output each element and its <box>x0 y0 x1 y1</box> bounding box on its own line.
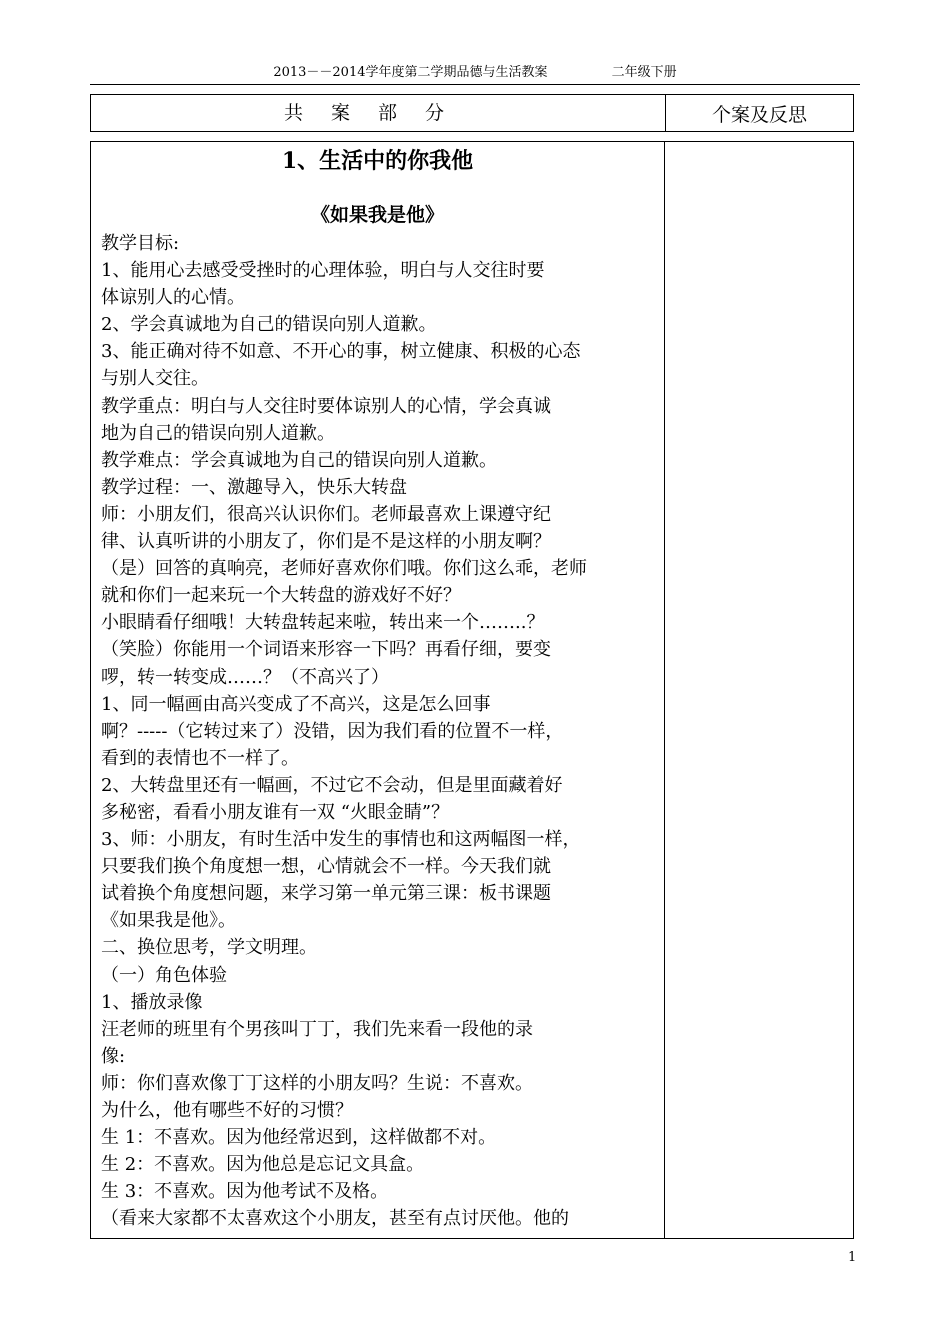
lesson-line: 2、大转盘里还有一幅画，不过它不会动，但是里面藏着好 <box>101 774 563 796</box>
lesson-line: 1、同一幅画由高兴变成了不高兴，这是怎么回事 <box>101 693 491 715</box>
lesson-line: 试着换个角度想问题，来学习第一单元第三课：板书课题 <box>101 883 551 905</box>
lesson-line: 生 1：不喜欢。因为他经常迟到，这样做都不对。 <box>101 1127 497 1149</box>
lesson-line: 看到的表情也不一样了。 <box>101 747 299 769</box>
table-header-row <box>90 94 854 132</box>
lesson-line: 地为自己的错误向别人道歉。 <box>101 422 335 444</box>
lesson-line: 像: <box>101 1045 126 1067</box>
lesson-line: 2、学会真诚地为自己的错误向别人道歉。 <box>101 314 437 336</box>
lesson-line: 啰，转一转变成……？（不高兴了） <box>101 666 389 688</box>
lesson-line: 3、师：小朋友，有时生活中发生的事情也和这两幅图一样， <box>101 829 581 851</box>
lesson-line: （是）回答的真响亮，老师好喜欢你们哦。你们这么乖，老师 <box>101 558 587 580</box>
lesson-title: 1、生活中的你我他 <box>281 148 474 174</box>
shared-plan-cell <box>91 142 665 1238</box>
lesson-line: 1、播放录像 <box>101 991 203 1013</box>
lesson-line: 教学目标: <box>101 233 180 254</box>
lesson-line: 只要我们换个角度想一想，心情就会不一样。今天我们就 <box>101 856 551 878</box>
reflection-cell <box>665 142 853 1238</box>
lesson-line: 体谅别人的心情。 <box>101 287 245 309</box>
lesson-line: 师：小朋友们，很高兴认识你们。老师最喜欢上课遵守纪 <box>101 503 551 525</box>
lesson-line: 律、认真听讲的小朋友了，你们是不是这样的小朋友啊？ <box>101 531 551 553</box>
lesson-line: 教学过程：一、激趣导入，快乐大转盘 <box>101 476 407 498</box>
reflection-heading: 个案及反思 <box>711 104 807 126</box>
lesson-body <box>101 230 654 1232</box>
lesson-line: 生 3：不喜欢。因为他考试不及格。 <box>101 1181 389 1203</box>
lesson-line: 生 2：不喜欢。因为他总是忘记文具盒。 <box>101 1154 425 1176</box>
lesson-line: 就和你们一起来玩一个大转盘的游戏好不好？ <box>101 585 461 607</box>
lesson-line: 教学难点：学会真诚地为自己的错误向别人道歉。 <box>101 449 497 471</box>
header-title: 2013－－2014学年度第二学期品德与生活教案 <box>273 65 548 80</box>
lesson-line: 《如果我是他》。 <box>101 910 236 932</box>
lesson-line: 教学重点：明白与人交往时要体谅别人的心情，学会真诚 <box>101 395 551 417</box>
lesson-line: 啊？-----（它转过来了）没错，因为我们看的位置不一样， <box>101 720 564 742</box>
lesson-line: 3、能正确对待不如意、不开心的事，树立健康、积极的心态 <box>101 341 581 363</box>
lesson-line: （笑脸）你能用一个词语来形容一下吗？再看仔细，要变 <box>101 639 551 661</box>
lesson-line: （一）角色体验 <box>101 964 227 986</box>
lesson-line: 与别人交往。 <box>101 368 209 390</box>
page-number: 1 <box>848 1250 857 1265</box>
shared-plan-heading: 共案部分 <box>91 95 666 131</box>
lesson-line: 二、换位思考，学文明理。 <box>101 937 317 959</box>
lesson-line: 小眼睛看仔细哦！大转盘转起来啦，转出来一个……..？ <box>101 612 545 634</box>
lesson-table <box>90 141 854 1239</box>
lesson-line: 汪老师的班里有个男孩叫丁丁，我们先来看一段他的录 <box>101 1018 533 1040</box>
page-header <box>90 62 860 85</box>
lesson-line: 多秘密，看看小朋友谁有一双 “火眼金睛”？ <box>101 801 450 823</box>
lesson-line: 师：你们喜欢像丁丁这样的小朋友吗？生说：不喜欢。 <box>101 1072 533 1094</box>
lesson-line: （看来大家都不太喜欢这个小朋友，甚至有点讨厌他。他的 <box>101 1208 569 1230</box>
lesson-subtitle: 《如果我是他》 <box>310 204 444 226</box>
header-grade: 二年级下册 <box>611 65 677 80</box>
lesson-line: 1、能用心去感受受挫时的心理体验，明白与人交往时要 <box>101 260 545 282</box>
lesson-line: 为什么，他有哪些不好的习惯？ <box>101 1100 353 1121</box>
